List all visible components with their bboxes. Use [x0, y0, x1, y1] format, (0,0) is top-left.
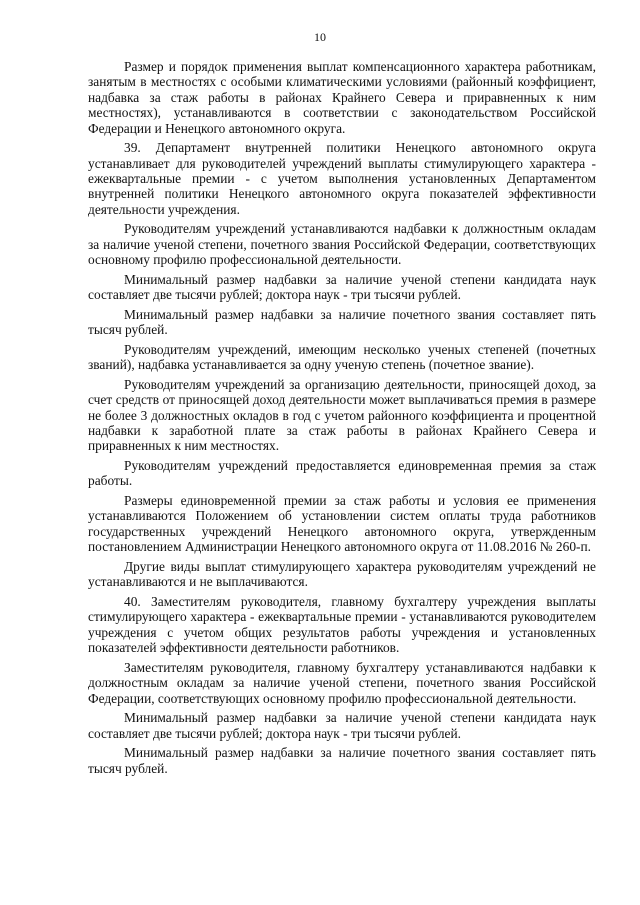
paragraph: Другие виды выплат стимулирующего характера руководителям учреждений не устанавливаются и не выплачиваются.	[88, 558, 596, 590]
page-number: 10	[314, 30, 326, 44]
paragraph: Размеры единовременной премии за стаж работы и условия ее применения устанавливаются Положением об установлении систем оплаты труда работников государственных учреждений Ненецкого автономного округа, утвержденным постановлением Администрации Ненецкого автономного округа от 11.08.2016 № 260-п.	[88, 493, 596, 555]
paragraph: Руководителям учреждений, имеющим несколько ученых степеней (почетных званий), надбавка устанавливается за одну ученую степень (почетное звание).	[88, 341, 596, 373]
paragraph: Минимальный размер надбавки за наличие почетного звания составляет пять тысяч рублей.	[88, 306, 596, 338]
paragraph: Руководителям учреждений предоставляется единовременная премия за стаж работы.	[88, 458, 596, 489]
document-body	[88, 59, 596, 780]
paragraph: Руководителям учреждений за организацию деятельности, приносящей доход, за счет средств от приносящей доход деятельности может выплачиваться премия в размере не более 3 должностных окладов в год с учетом районного коэффициента и процентной надбавки к заработной плате за стаж работы в районах Крайнего Севера и приравненных к ним местностях.	[88, 376, 596, 454]
paragraph: Минимальный размер надбавки за наличие ученой степени кандидата наук составляет две тысячи рублей; доктора наук - три тысячи рублей.	[88, 710, 596, 741]
paragraph: 39. Департамент внутренней политики Ненецкого автономного округа устанавливает для руководителей учреждений выплаты стимулирующего характера - ежеквартальные премии - с учетом выполнения установленных Департаментом внутренней политики Ненецкого автономного округа показателей эффективности деятельности учреждения.	[88, 140, 596, 217]
paragraph: Размер и порядок применения выплат компенсационного характера работникам, занятым в местностях с особыми климатическими условиями (районный коэффициент, надбавка за стаж работы в районах Крайнего Севера и приравненных к ним местностях), устанавливаются в соответствии с законодательством Российской Федерации и Ненецкого автономного округа.	[88, 59, 596, 136]
paragraph: Минимальный размер надбавки за наличие ученой степени кандидата наук составляет две тысячи рублей; доктора наук - три тысячи рублей.	[88, 271, 596, 303]
paragraph: Минимальный размер надбавки за наличие почетного звания составляет пять тысяч рублей.	[88, 745, 596, 776]
paragraph: Заместителям руководителя, главному бухгалтеру устанавливаются надбавки к должностным окладам за наличие ученой степени, почетного звания Российской Федерации, соответствующих основному профилю профессиональной деятельности.	[88, 659, 596, 706]
paragraph: 40. Заместителям руководителя, главному бухгалтеру учреждения выплаты стимулирующего характера - ежеквартальные премии - устанавливаются руководителем учреждения с учетом общих результатов работы учреждения и установленных показателей эффективности деятельности работников.	[88, 593, 596, 656]
paragraph: Руководителям учреждений устанавливаются надбавки к должностным окладам за наличие ученой степени, почетного звания Российской Федерации, соответствующих основному профилю профессиональной деятельности.	[88, 221, 596, 268]
